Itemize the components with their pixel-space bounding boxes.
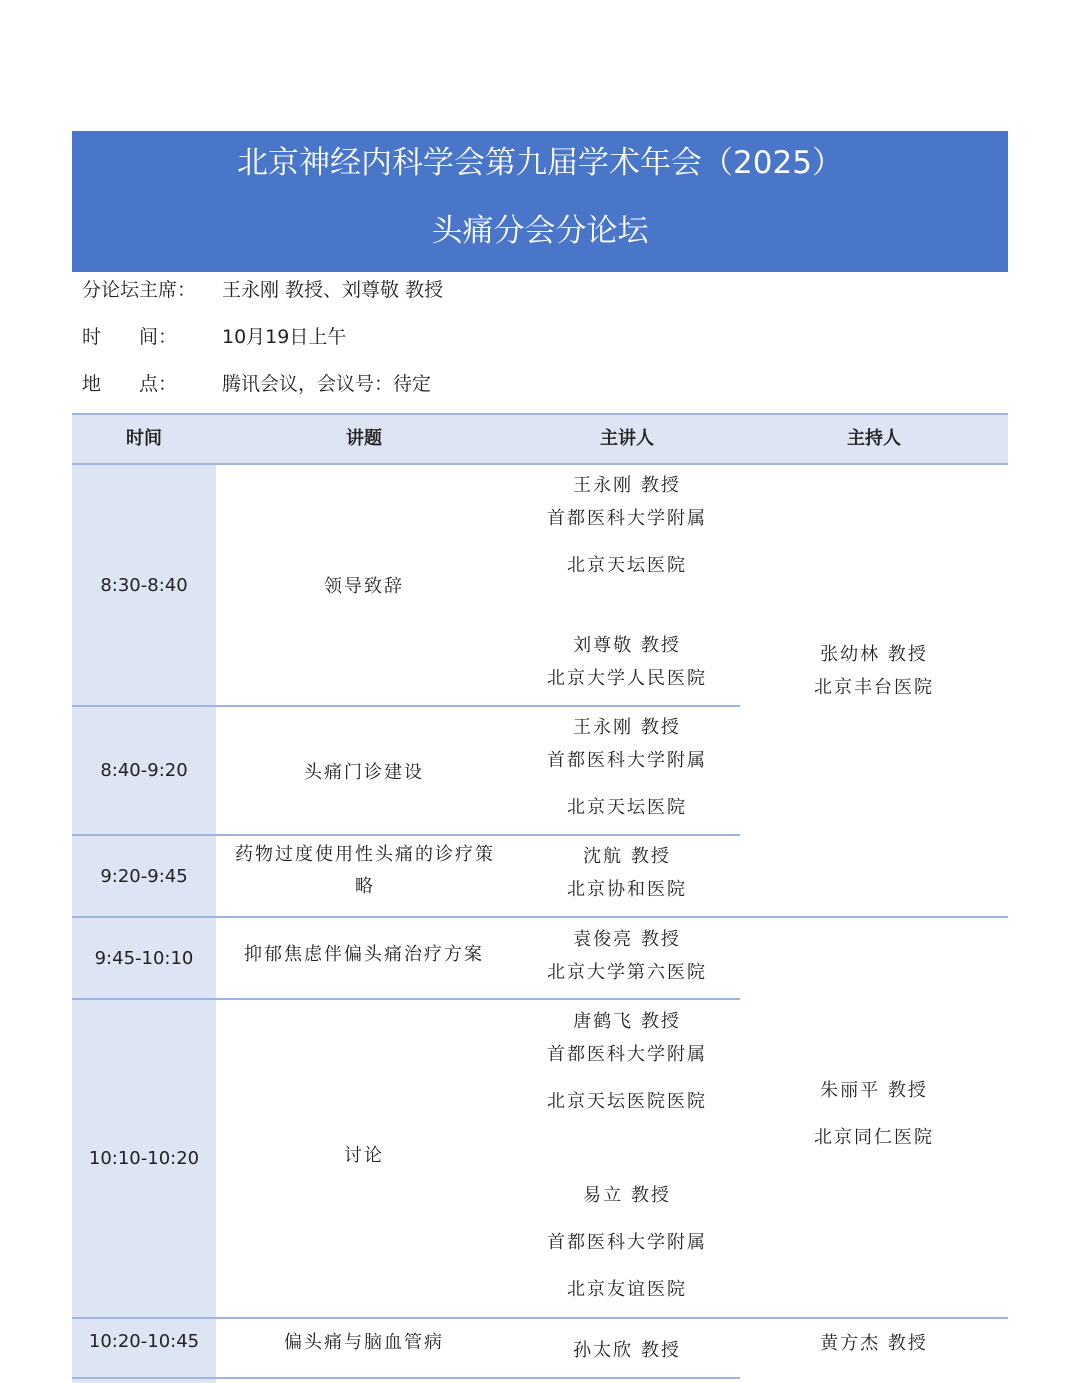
speaker-affiliation: 北京大学第六医院: [547, 962, 707, 983]
table-row-time: 9:45-10:10: [94, 947, 194, 969]
conference-title: 北京神经内科学会第九届学术年会（2025）: [237, 145, 843, 181]
table-row-time: 8:30-8:40: [100, 574, 188, 596]
host-affiliation: 北京同仁医院: [814, 1127, 934, 1148]
header-time: 时间: [126, 428, 162, 449]
place-label: 地 点：: [82, 373, 178, 395]
table-row-topic: 头痛门诊建设: [304, 761, 424, 783]
speaker-name: 王永刚 教授: [573, 475, 681, 496]
table-row-topic: 讨论: [344, 1144, 384, 1166]
time-label: 时 间：: [82, 326, 178, 348]
forum-title: 头痛分会分论坛: [431, 213, 649, 249]
speaker-name: 袁俊亮 教授: [573, 929, 681, 950]
place-value: 腾讯会议，会议号：待定: [222, 373, 432, 395]
speaker-name: 刘尊敬 教授: [573, 635, 681, 656]
divider: [72, 413, 1008, 415]
speaker-name: 沈航 教授: [583, 846, 671, 867]
header-topic: 讲题: [346, 428, 382, 449]
table-row-time: 9:20-9:45: [100, 865, 188, 887]
header-speaker: 主讲人: [600, 428, 654, 449]
place-row: [82, 372, 431, 396]
table-row-time: 10:10-10:20: [88, 1148, 200, 1169]
table-row-topic: 药物过度使用性头痛的诊疗策略: [235, 844, 495, 897]
header-host: 主持人: [847, 428, 901, 449]
speaker-affiliation: 北京天坛医院医院: [547, 1091, 707, 1112]
speaker-affiliation: 首都医科大学附属: [547, 750, 707, 771]
chair-value: 王永刚 教授、刘尊敬 教授: [222, 279, 444, 301]
speaker-affiliation: 北京天坛医院: [567, 797, 687, 818]
speaker-name: 易立 教授: [583, 1185, 671, 1206]
speaker-name: 孙太欣 教授: [573, 1340, 681, 1361]
speaker-name: 王永刚 教授: [573, 717, 681, 738]
host-name: 黄方杰 教授: [820, 1333, 928, 1354]
speaker-affiliation: 北京天坛医院: [567, 555, 687, 576]
title-banner: [72, 131, 1008, 272]
speaker-name: 唐鹤飞 教授: [573, 1011, 681, 1032]
host-name: 朱丽平 教授: [820, 1080, 928, 1101]
divider: [72, 1377, 740, 1379]
speaker-affiliation: 首都医科大学附属: [547, 1044, 707, 1065]
table-row-topic: 领导致辞: [324, 576, 404, 597]
speaker-affiliation: 首都医科大学附属: [547, 1232, 707, 1253]
table-row-topic: 抑郁焦虑伴偏头痛治疗方案: [244, 944, 484, 965]
time-row: [82, 325, 346, 349]
table-row-time: 10:20-10:45: [88, 1330, 200, 1352]
speaker-affiliation: 首都医科大学附属: [547, 508, 707, 529]
speaker-affiliation: 北京协和医院: [567, 879, 687, 900]
host-affiliation: 北京丰台医院: [814, 677, 934, 698]
table-row-topic: 偏头痛与脑血管病: [284, 1332, 444, 1353]
time-value: 10月19日上午: [222, 326, 347, 348]
host-name: 张幼林 教授: [820, 644, 928, 665]
table-row-time: 8:40-9:20: [100, 760, 188, 781]
speaker-affiliation: 北京大学人民医院: [547, 668, 707, 689]
speaker-affiliation: 北京友谊医院: [567, 1279, 687, 1300]
chair-row: [82, 278, 443, 302]
chair-label: 分论坛主席：: [82, 279, 197, 301]
